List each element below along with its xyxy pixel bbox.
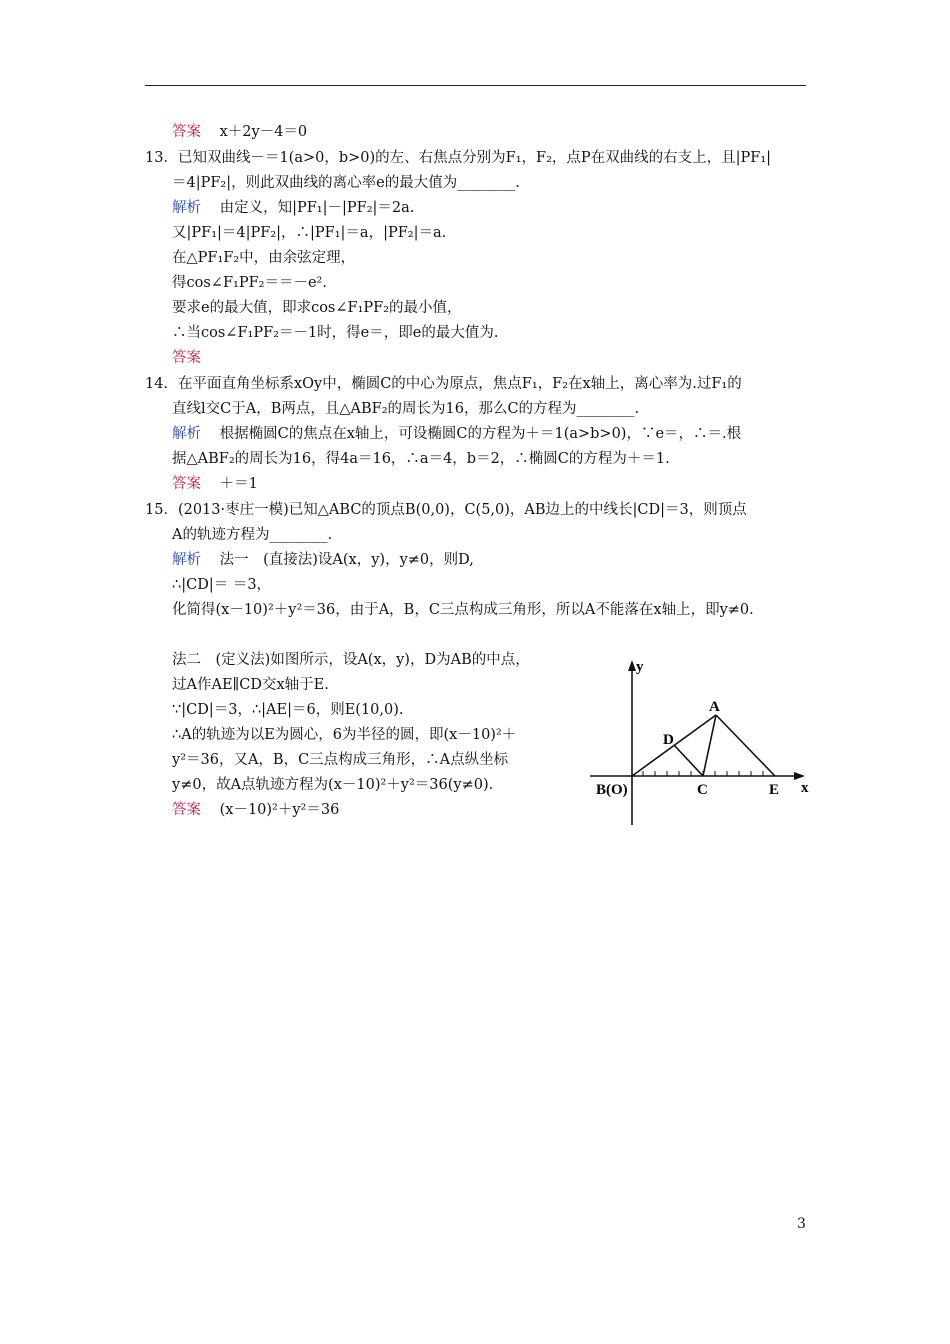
q15-line2: A的轨迹方程为________.: [172, 527, 333, 543]
label-A: A: [709, 699, 720, 715]
answer-label: 答案: [172, 476, 201, 492]
segment-AE: [716, 715, 775, 776]
header-rule: [145, 85, 806, 86]
label-BO: B(O): [596, 782, 628, 798]
answer-text: (x－10)²＋y²＝36: [219, 802, 340, 818]
q15-method2-5: y²＝36，又A，B，C三点构成三角形，∴A点纵坐标: [172, 752, 509, 768]
analysis-text: 法一 (直接法)设A(x，y)，y≠0，则D,: [219, 552, 474, 568]
page-number: 3: [797, 1216, 806, 1232]
q14-line1: 14．在平面直角坐标系xOy中，椭圆C的中心为原点，焦点F₁，F₂在x轴上，离心率为.过F₁的: [145, 376, 742, 392]
analysis-label: 解析: [172, 552, 201, 568]
answer-label: 答案: [172, 802, 201, 818]
q15-line1: 15．(2013·枣庄一模)已知△ABC的顶点B(0,0)，C(5,0)，AB边上的中线长|CD|＝3，则顶点: [145, 502, 747, 518]
q13-analysis-6: ∴当cos∠F₁PF₂＝－1时，得e＝，即e的最大值为.: [172, 325, 499, 341]
x-axis-arrow: [794, 772, 805, 780]
label-y: y: [636, 659, 644, 675]
q15-analysis-2: ∴|CD|＝ ＝3，: [172, 577, 272, 593]
q13-analysis-5: 要求e的最大值，即求cos∠F₁PF₂的最小值，: [172, 300, 462, 316]
q13-analysis-4: 得cos∠F₁PF₂＝＝－e².: [172, 275, 327, 291]
analysis-text: 由定义，知|PF₁|－|PF₂|＝2a.: [219, 200, 415, 216]
q14-analysis-2: 据△ABF₂的周长为16，得4a＝16，∴a＝4，b＝2，∴椭圆C的方程为＋＝1.: [172, 451, 670, 467]
y-axis-arrow: [628, 660, 636, 671]
q15-method2-3: ∵|CD|＝3，∴|AE|＝6，则E(10,0).: [172, 702, 404, 718]
answer-text: x＋2y－4＝0: [219, 124, 308, 140]
q15-method2-1: 法二 (定义法)如图所示，设A(x，y)，D为AB的中点，: [172, 652, 530, 668]
answer-text: ＋＝1: [219, 476, 258, 492]
answer-label: 答案: [172, 124, 201, 140]
q15-method2-6: y≠0，故A点轨迹方程为(x－10)²＋y²＝36(y≠0).: [172, 777, 494, 793]
q15-method2-2: 过A作AE∥CD交x轴于E.: [172, 677, 329, 693]
geometry-figure: [590, 655, 820, 830]
label-x: x: [801, 780, 809, 796]
label-D: D: [663, 732, 674, 748]
q15-analysis-3: 化简得(x－10)²＋y²＝36，由于A，B，C三点构成三角形，所以A不能落在x轴上，即y≠0.: [172, 602, 754, 618]
q13-line2: ＝4|PF₂|，则此双曲线的离心率e的最大值为________.: [172, 175, 520, 191]
label-E: E: [769, 782, 780, 798]
q14-analysis-1: [172, 425, 741, 443]
q13-line1: 13．已知双曲线－＝1(a>0，b>0)的左、右焦点分别为F₁，F₂，点P在双曲线的右支上，且|PF₁|: [145, 150, 772, 166]
analysis-text: 根据椭圆C的焦点在x轴上，可设椭圆C的方程为＋＝1(a>b>0)，∵e＝，∴＝.根: [219, 426, 742, 442]
q15-analysis-1: [172, 551, 474, 569]
analysis-label: 解析: [172, 426, 201, 442]
q14-answer: [172, 475, 258, 493]
segment-AC: [703, 715, 716, 776]
q13-analysis-3: 在△PF₁F₂中，由余弦定理，: [172, 250, 356, 266]
q14-line2: 直线l交C于A，B两点，且△ABF₂的周长为16，那么C的方程为________.: [172, 401, 640, 417]
q13-analysis-2: 又|PF₁|＝4|PF₂|，∴|PF₁|＝a，|PF₂|＝a.: [172, 225, 447, 241]
q13-answer-label: 答案: [172, 350, 201, 366]
q13-analysis-1: [172, 199, 414, 217]
analysis-label: 解析: [172, 200, 201, 216]
q15-answer: [172, 801, 339, 819]
answer-12: [172, 123, 307, 141]
segment-DC: [674, 745, 703, 776]
label-C: C: [697, 782, 708, 798]
q15-method2-4: ∴A的轨迹为以E为圆心，6为半径的圆，即(x－10)²＋: [172, 727, 517, 743]
